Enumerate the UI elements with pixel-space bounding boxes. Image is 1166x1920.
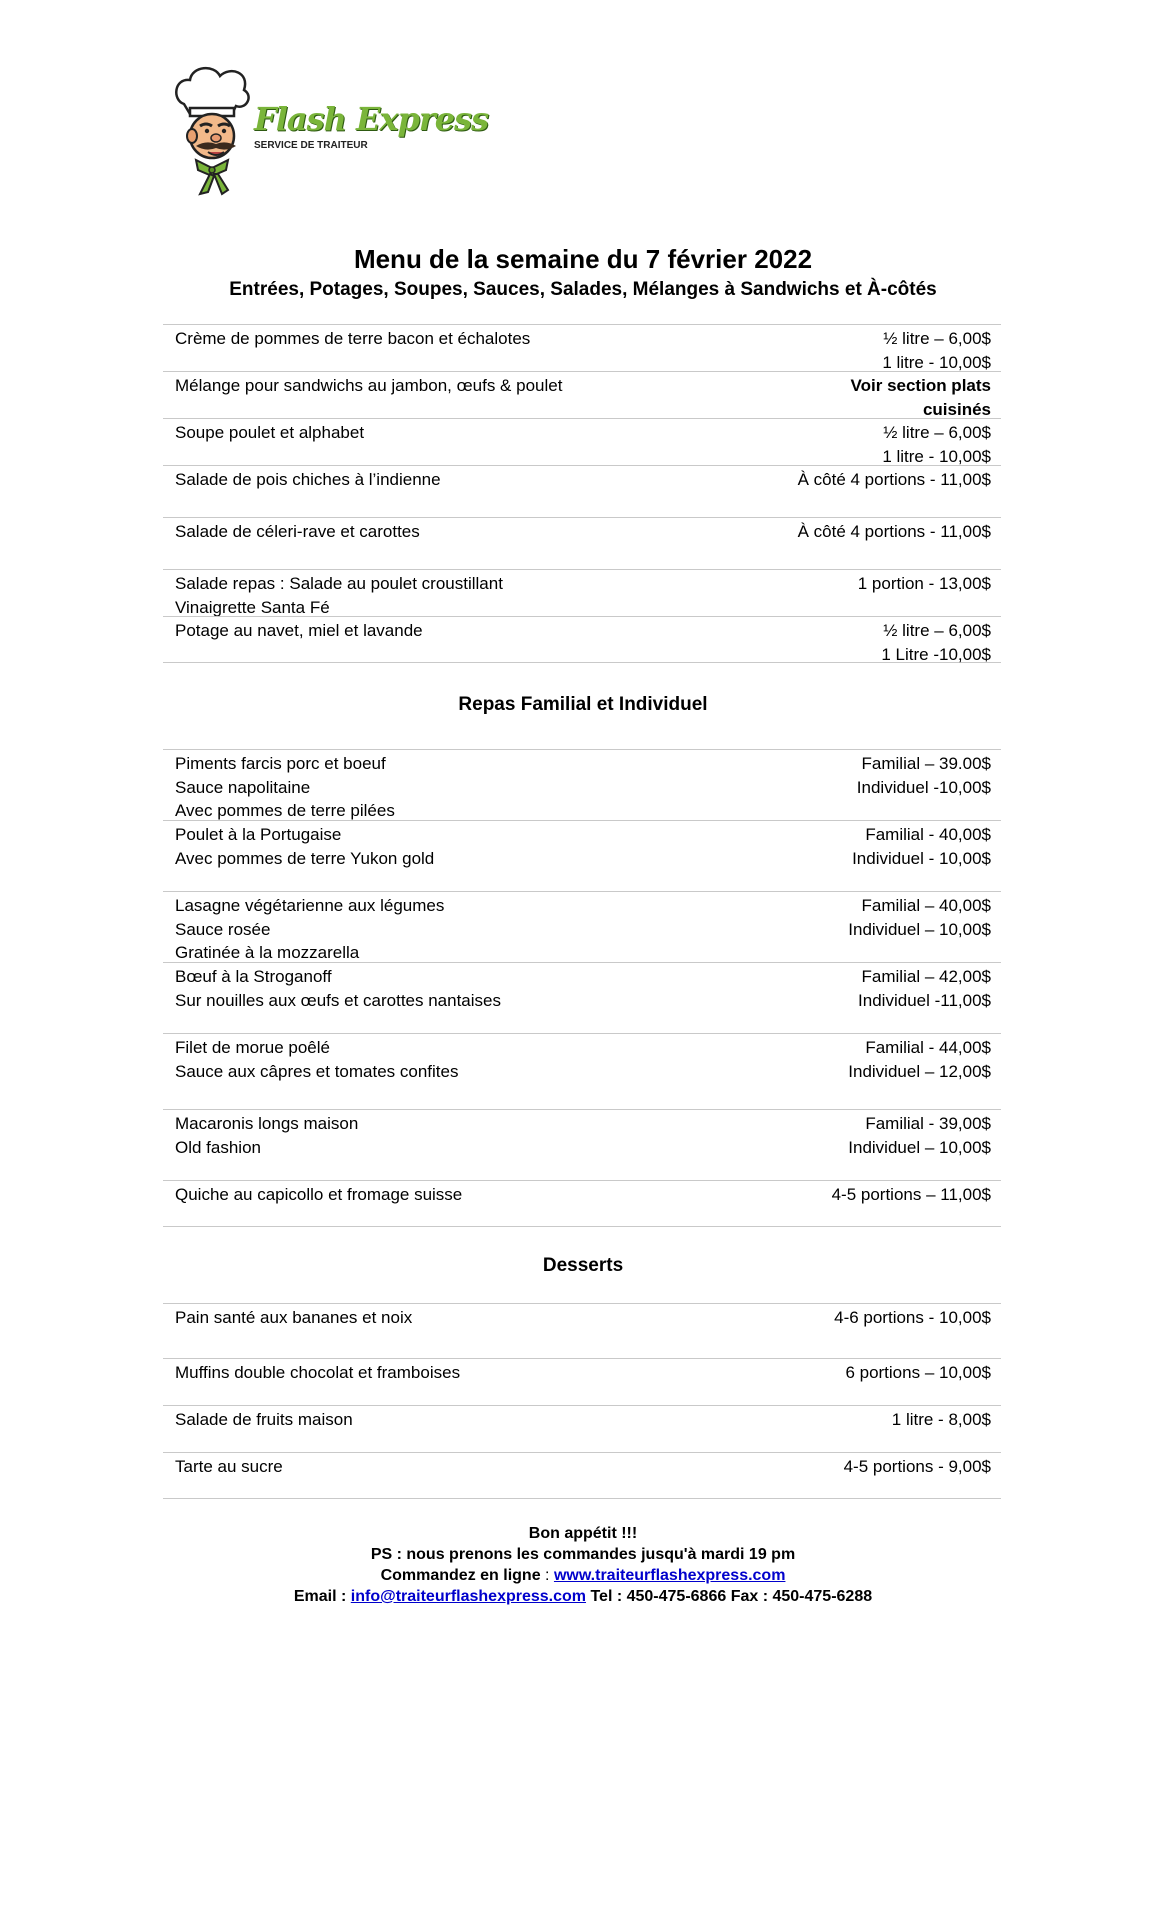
section-title-desserts: Desserts bbox=[542, 1255, 624, 1276]
item-price bbox=[671, 374, 991, 421]
item-price bbox=[671, 619, 991, 666]
item-price-line: cuisinés bbox=[922, 399, 991, 419]
item-price bbox=[671, 520, 991, 544]
item-price-line: 1 litre - 10,00$ bbox=[882, 446, 991, 466]
item-description-line: Muffins double chocolat et framboises bbox=[175, 1363, 461, 1382]
desserts-table bbox=[163, 1303, 1001, 1499]
menu-row bbox=[163, 418, 1001, 465]
item-price-line: Individuel - 10,00$ bbox=[852, 848, 991, 868]
item-price-line: Familial - 44,00$ bbox=[865, 1038, 991, 1057]
menu-row bbox=[163, 517, 1001, 569]
item-price-line: ½ litre – 6,00$ bbox=[883, 329, 991, 348]
item-price bbox=[671, 1183, 991, 1207]
item-price-line: 1 litre - 8,00$ bbox=[891, 1410, 991, 1429]
item-description-line: Mélange pour sandwichs au jambon, œufs & poulet bbox=[175, 376, 563, 395]
item-description bbox=[175, 572, 675, 619]
item-price-line: 4-5 portions - 9,00$ bbox=[843, 1457, 991, 1476]
menu-row bbox=[163, 962, 1001, 1033]
chef-icon bbox=[170, 64, 260, 196]
item-description-line: Soupe poulet et alphabet bbox=[175, 423, 365, 442]
item-price bbox=[671, 823, 991, 870]
item-description bbox=[175, 468, 675, 492]
item-price-line: À côté 4 portions - 11,00$ bbox=[797, 522, 991, 541]
item-description bbox=[175, 1036, 675, 1083]
item-price-line: Familial - 39,00$ bbox=[865, 1114, 991, 1133]
item-price bbox=[671, 1361, 991, 1385]
item-description bbox=[175, 823, 675, 870]
item-description-line: Tarte au sucre bbox=[175, 1457, 283, 1476]
item-description-line: Vinaigrette Santa Fé bbox=[175, 597, 330, 617]
item-price bbox=[671, 572, 991, 596]
item-description bbox=[175, 520, 675, 544]
order-online-label: Commandez en ligne bbox=[380, 1567, 541, 1584]
item-description bbox=[175, 1112, 675, 1159]
item-description-line: Crème de pommes de terre bacon et échalotes bbox=[175, 329, 531, 348]
item-price bbox=[671, 327, 991, 374]
item-description bbox=[175, 619, 675, 643]
item-price-line: ½ litre – 6,00$ bbox=[883, 423, 991, 442]
entrees-table bbox=[163, 324, 1001, 663]
item-description-line: Lasagne végétarienne aux légumes bbox=[175, 896, 445, 915]
item-price-line: 1 Litre -10,00$ bbox=[881, 644, 991, 664]
item-description-line: Sauce napolitaine bbox=[175, 777, 311, 797]
item-price-line: 1 portion - 13,00$ bbox=[857, 574, 991, 593]
item-price-line: Individuel -10,00$ bbox=[856, 777, 991, 797]
item-description bbox=[175, 1306, 675, 1330]
menu-row bbox=[163, 324, 1001, 371]
item-price-line: Individuel – 10,00$ bbox=[848, 919, 991, 939]
menu-row bbox=[163, 749, 1001, 820]
item-description bbox=[175, 1183, 675, 1207]
menu-row bbox=[163, 371, 1001, 418]
item-description-line: Filet de morue poêlé bbox=[175, 1038, 330, 1057]
item-description-line: Old fashion bbox=[175, 1137, 261, 1157]
item-price-line: 6 portions – 10,00$ bbox=[845, 1363, 991, 1382]
item-description bbox=[175, 1455, 675, 1479]
item-description-line: Avec pommes de terre pilées bbox=[175, 801, 395, 820]
page-title: Menu de la semaine du 7 février 2022 bbox=[353, 244, 813, 274]
item-description-line: Salade de céleri-rave et carottes bbox=[175, 522, 420, 541]
item-description-line: Salade de pois chiches à l’indienne bbox=[175, 470, 441, 489]
menu-row bbox=[163, 1033, 1001, 1109]
item-price-line: 4-6 portions - 10,00$ bbox=[834, 1308, 991, 1327]
item-price bbox=[671, 752, 991, 799]
item-description-line: Sur nouilles aux œufs et carottes nantaises bbox=[175, 990, 501, 1010]
menu-row bbox=[163, 569, 1001, 616]
item-description-line: Potage au navet, miel et lavande bbox=[175, 621, 423, 640]
contact-phone-fax: Tel : 450-475-6866 Fax : 450-475-6288 bbox=[586, 1588, 873, 1605]
item-price-line: ½ litre – 6,00$ bbox=[883, 621, 991, 640]
item-price bbox=[671, 965, 991, 1012]
item-price bbox=[671, 468, 991, 492]
item-description-line: Gratinée à la mozzarella bbox=[175, 943, 360, 962]
item-price-line: Individuel – 10,00$ bbox=[848, 1137, 991, 1157]
item-price-line: 4-5 portions – 11,00$ bbox=[831, 1185, 991, 1204]
footer-order-deadline: PS : nous prenons les commandes jusqu'à mardi 19 pm bbox=[370, 1546, 796, 1563]
repas-table bbox=[163, 749, 1001, 1227]
footer-contact-line bbox=[0, 1586, 1166, 1607]
footer-order-line bbox=[0, 1565, 1166, 1586]
item-description-line: Bœuf à la Stroganoff bbox=[175, 967, 332, 986]
menu-row bbox=[163, 1452, 1001, 1499]
item-description bbox=[175, 894, 675, 965]
brand-name: Flash Express bbox=[254, 100, 489, 138]
item-price-line: Familial - 40,00$ bbox=[865, 825, 991, 844]
item-description-line: Avec pommes de terre Yukon gold bbox=[175, 848, 435, 868]
item-price bbox=[671, 1455, 991, 1479]
email-link[interactable]: info@traiteurflashexpress.com bbox=[350, 1588, 587, 1605]
item-price bbox=[671, 1112, 991, 1159]
item-price-line: Familial – 40,00$ bbox=[861, 896, 991, 915]
brand-tagline: SERVICE DE TRAITEUR bbox=[254, 140, 368, 151]
item-price bbox=[671, 1306, 991, 1330]
item-price bbox=[671, 421, 991, 468]
item-price-line: Voir section plats bbox=[850, 376, 991, 395]
menu-row bbox=[163, 1303, 1001, 1358]
item-description bbox=[175, 374, 675, 398]
item-description-line: Sauce aux câpres et tomates confites bbox=[175, 1061, 459, 1081]
item-description-line: Sauce rosée bbox=[175, 919, 271, 939]
item-description bbox=[175, 421, 675, 445]
order-separator: : bbox=[540, 1567, 554, 1584]
item-description bbox=[175, 965, 675, 1012]
footer-greeting: Bon appétit !!! bbox=[528, 1525, 638, 1542]
item-description bbox=[175, 1361, 675, 1385]
menu-row bbox=[163, 891, 1001, 962]
email-label: Email : bbox=[293, 1588, 351, 1605]
item-price bbox=[671, 894, 991, 941]
item-description-line: Macaronis longs maison bbox=[175, 1114, 359, 1133]
item-description-line: Poulet à la Portugaise bbox=[175, 825, 342, 844]
item-price-line: 1 litre - 10,00$ bbox=[882, 352, 991, 372]
item-description-line: Quiche au capicollo et fromage suisse bbox=[175, 1185, 463, 1204]
item-description-line: Salade repas : Salade au poulet croustillant bbox=[175, 574, 503, 593]
website-link[interactable]: www.traiteurflashexpress.com bbox=[553, 1567, 786, 1584]
menu-row bbox=[163, 1109, 1001, 1180]
menu-row bbox=[163, 616, 1001, 663]
menu-row bbox=[163, 1405, 1001, 1452]
section-title-repas: Repas Familial et Individuel bbox=[458, 694, 708, 715]
item-description-line: Salade de fruits maison bbox=[175, 1410, 353, 1429]
item-description bbox=[175, 1408, 675, 1432]
item-description bbox=[175, 752, 675, 823]
item-price-line: Individuel -11,00$ bbox=[858, 990, 991, 1010]
item-price bbox=[671, 1408, 991, 1432]
item-description-line: Pain santé aux bananes et noix bbox=[175, 1308, 413, 1327]
item-price-line: Individuel – 12,00$ bbox=[848, 1061, 991, 1081]
item-description-line: Piments farcis porc et boeuf bbox=[175, 754, 386, 773]
item-price-line: À côté 4 portions - 11,00$ bbox=[797, 470, 991, 489]
item-price-line: Familial – 39.00$ bbox=[861, 754, 991, 773]
menu-row bbox=[163, 820, 1001, 891]
footer bbox=[0, 1523, 1166, 1607]
menu-row bbox=[163, 1358, 1001, 1405]
menu-row bbox=[163, 465, 1001, 517]
item-price-line: Familial – 42,00$ bbox=[861, 967, 991, 986]
menu-row bbox=[163, 1180, 1001, 1227]
item-description bbox=[175, 327, 675, 351]
item-price bbox=[671, 1036, 991, 1083]
page-subtitle: Entrées, Potages, Soupes, Sauces, Salades, Mélanges à Sandwichs et À-côtés bbox=[229, 279, 937, 300]
